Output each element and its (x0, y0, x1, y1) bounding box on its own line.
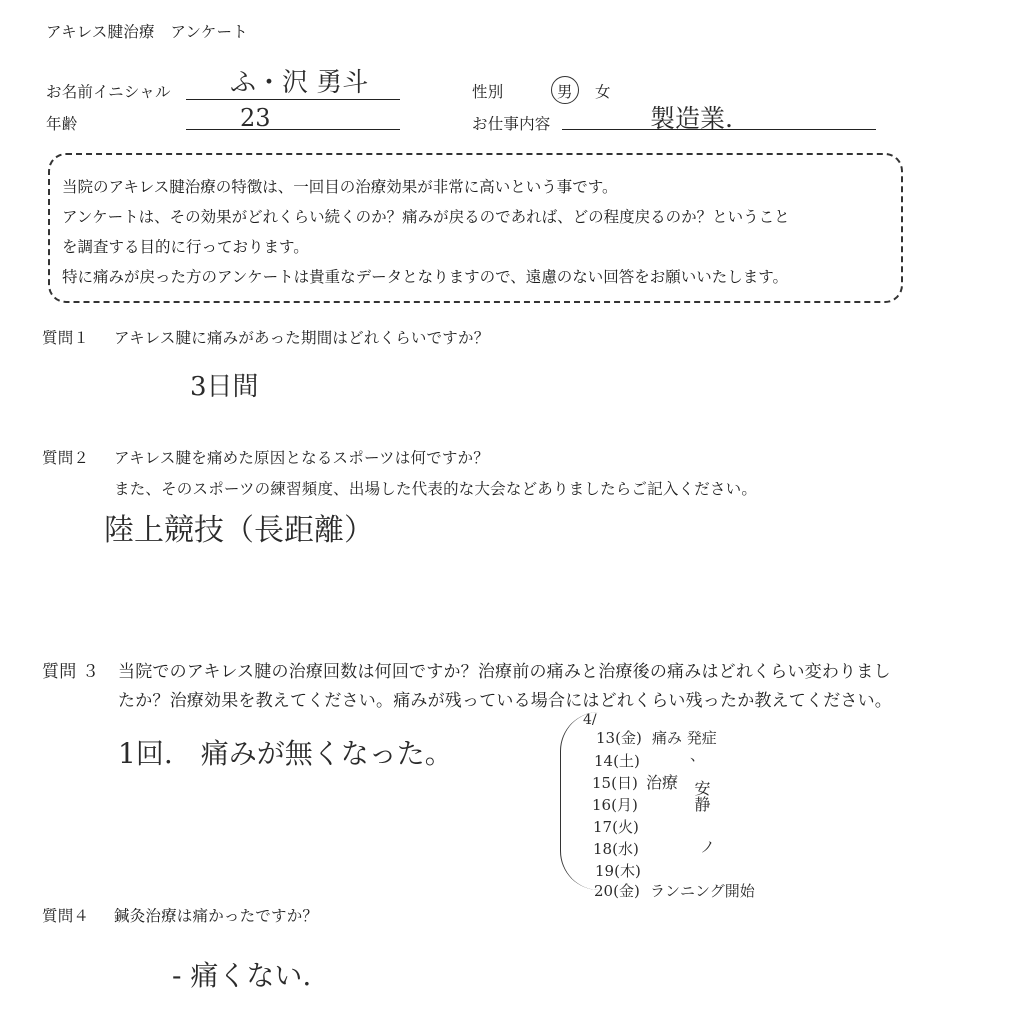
timeline-date-14: 14(土) (594, 752, 640, 770)
timeline-tick-2: ノ (700, 838, 716, 856)
notice-line-2: アンケートは、その効果がどれくらい続くのか？痛みが戻るのであれば、どの程度戻るのか？ということ (62, 208, 790, 226)
timeline-tick-1: 、 (690, 746, 706, 764)
form-title: アキレス腱治療 アンケート (46, 23, 248, 41)
gender-female-option[interactable]: 女 (595, 83, 611, 101)
gender-label: 性別 (472, 83, 504, 101)
q2-label: 質問２ (42, 449, 90, 467)
timeline-note-rest: 安静 (692, 780, 711, 812)
q4-label: 質問４ (42, 907, 90, 925)
q1-text: アキレス腱に痛みがあった期間はどれくらいですか？ (114, 329, 490, 347)
name-value[interactable]: ふ・沢 勇斗 (230, 68, 369, 98)
notice-box (48, 153, 903, 303)
name-label: お名前イニシャル (46, 83, 171, 101)
job-label: お仕事内容 (472, 115, 551, 133)
q2-answer[interactable]: 陸上競技（長距離） (104, 513, 374, 548)
timeline-date-20: 20(金) (594, 882, 640, 900)
timeline-month: 4/ (583, 712, 597, 728)
q4-text: 鍼灸治療は痛かったですか？ (114, 907, 319, 925)
notice-line-4: 特に痛みが戻った方のアンケートは貴重なデータとなりますので、遠慮のない回答をお願いいたします。 (62, 268, 789, 286)
name-underline (186, 99, 400, 100)
timeline-date-15: 15(日) (592, 774, 638, 792)
notice-line-1: 当院のアキレス腱治療の特徴は、一回目の治療効果が非常に高いという事です。 (62, 178, 618, 196)
timeline-note-onset: 痛み 発症 (652, 729, 717, 747)
timeline-date-13: 13(金) (596, 729, 642, 747)
q3-label: 質問 ３ (42, 662, 100, 682)
q3-answer[interactable]: 1回. 痛みが無くなった。 (118, 737, 453, 770)
q2-text-2: また、そのスポーツの練習頻度、出場した代表的な大会などありましたらご記入ください。 (114, 480, 758, 498)
age-underline (186, 129, 400, 130)
timeline-note-running: ランニング開始 (650, 882, 755, 900)
q3-text-2: たか？治療効果を教えてください。痛みが残っている場合にはどれくらい残ったか教えてください。 (118, 691, 892, 711)
timeline-date-16: 16(月) (592, 796, 638, 814)
timeline-date-19: 19(木) (595, 862, 641, 880)
age-label: 年齢 (46, 115, 78, 133)
q1-label: 質問１ (42, 329, 90, 347)
q3-text-1: 当院でのアキレス腱の治療回数は何回ですか？治療前の痛みと治療後の痛みはどれくらい変わりまし (118, 662, 891, 682)
q2-text-1: アキレス腱を痛めた原因となるスポーツは何ですか？ (114, 449, 489, 467)
q4-answer[interactable]: - 痛くない. (172, 959, 312, 992)
job-value[interactable]: 製造業. (650, 104, 733, 133)
notice-line-3: を調査する目的に行っております。 (62, 238, 309, 256)
age-value[interactable]: 23 (240, 104, 271, 132)
q1-answer[interactable]: 3日間 (190, 372, 259, 402)
gender-male-option[interactable]: 男 (557, 83, 573, 101)
timeline-date-18: 18(水) (593, 840, 639, 858)
timeline-note-treatment: 治療 (646, 773, 679, 792)
timeline-date-17: 17(火) (593, 818, 639, 836)
